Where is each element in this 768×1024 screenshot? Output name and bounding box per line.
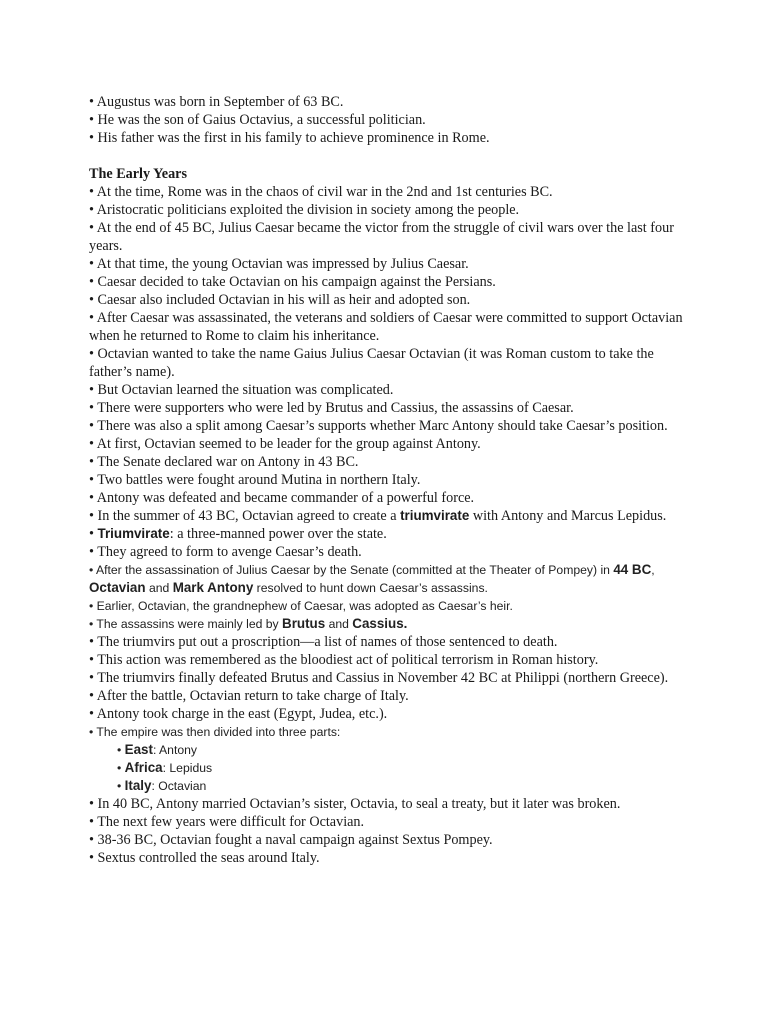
intro-line: • He was the son of Gaius Octavius, a successful politician.: [89, 112, 426, 128]
text-span: •: [89, 526, 98, 542]
text-span: and: [145, 581, 173, 595]
bold-term: Africa: [124, 760, 163, 775]
bullet-line: • But Octavian learned the situation was complicated.: [89, 382, 394, 398]
bullet-line: • After the battle, Octavian return to take charge of Italy.: [89, 688, 409, 704]
text-span: •: [117, 761, 125, 775]
triumvirate-line: [89, 507, 699, 525]
text-span: • In the summer of 43 BC, Octavian agreed to create a: [89, 508, 401, 524]
bold-term: Italy: [124, 778, 152, 793]
bold-term: Octavian: [89, 580, 146, 595]
bullet-line: • Caesar decided to take Octavian on his campaign against the Persians.: [89, 274, 496, 290]
bold-term: East: [124, 742, 153, 757]
region-item: [89, 759, 699, 777]
triumvirate-definition: [89, 525, 699, 543]
bold-term: Brutus: [282, 616, 326, 631]
bold-term: 44 BC: [613, 562, 652, 577]
region-item: [89, 777, 699, 795]
bullet-line: • Aristocratic politicians exploited the division in society among the people.: [89, 202, 520, 218]
sans-bullet-line: • The empire was then divided into three parts:: [89, 725, 341, 739]
bullet-line: • They agreed to form to avenge Caesar’s death.: [89, 544, 362, 560]
bullet-line: • Caesar also included Octavian in his will as heir and adopted son.: [89, 292, 471, 308]
bullet-line: • This action was remembered as the bloodiest act of political terrorism in Roman history.: [89, 652, 599, 668]
sans-bullet-line: [89, 615, 699, 633]
bullet-line: • The next few years were difficult for Octavian.: [89, 814, 365, 830]
bullet-line: • There were supporters who were led by Brutus and Cassius, the assassins of Caesar.: [89, 400, 574, 416]
text-span: •: [117, 743, 125, 757]
bullet-line: • Two battles were fought around Mutina in northern Italy.: [89, 472, 421, 488]
document-body: [89, 93, 699, 867]
bold-term: Cassius.: [352, 616, 408, 631]
text-span: with Antony and Marcus Lepidus.: [469, 508, 667, 524]
sans-bullet-line: • Earlier, Octavian, the grandnephew of Caesar, was adopted as Caesar’s heir.: [89, 599, 513, 613]
bold-term: Mark Antony: [172, 580, 254, 595]
intro-line: • His father was the first in his family to achieve prominence in Rome.: [89, 130, 490, 146]
text-span: : Antony: [152, 743, 197, 757]
bullet-line: • At that time, the young Octavian was impressed by Julius Caesar.: [89, 256, 469, 272]
bold-term: Triumvirate: [97, 526, 170, 541]
text-span: : Lepidus: [162, 761, 213, 775]
region-item: [89, 741, 699, 759]
intro-line: • Augustus was born in September of 63 BC.: [89, 94, 344, 110]
bullet-line: • Antony took charge in the east (Egypt, Judea, etc.).: [89, 706, 388, 722]
bullet-line: • In 40 BC, Antony married Octavian’s sister, Octavia, to seal a treaty, but it later was broken.: [89, 796, 621, 812]
bullet-line: • Octavian wanted to take the name Gaius Julius Caesar Octavian (it was Roman custom to take the father’s name).: [89, 346, 654, 380]
text-span: ,: [651, 563, 655, 577]
bullet-line: • At first, Octavian seemed to be leader for the group against Antony.: [89, 436, 481, 452]
text-span: •: [117, 779, 125, 793]
text-span: • After the assassination of Julius Caesar by the Senate (committed at the Theater of Pompey) in: [89, 563, 614, 577]
text-span: : Octavian: [151, 779, 207, 793]
bold-term: triumvirate: [400, 508, 470, 523]
text-span: : a three-manned power over the state.: [169, 526, 387, 542]
bullet-line: • After Caesar was assassinated, the veterans and soldiers of Caesar were committed to support Octavian when he returned to Rome to claim his inheritance.: [89, 310, 683, 344]
bullet-line: • At the end of 45 BC, Julius Caesar became the victor from the struggle of civil wars over the last four years.: [89, 220, 674, 254]
bullet-line: • At the time, Rome was in the chaos of civil war in the 2nd and 1st centuries BC.: [89, 184, 553, 200]
bullet-line: • Sextus controlled the seas around Italy.: [89, 850, 320, 866]
bullet-line: • 38-36 BC, Octavian fought a naval campaign against Sextus Pompey.: [89, 832, 493, 848]
bullet-line: • The Senate declared war on Antony in 43 BC.: [89, 454, 359, 470]
text-span: • The assassins were mainly led by: [89, 617, 283, 631]
bullet-line: • There was also a split among Caesar’s supports whether Marc Antony should take Caesar’s position.: [89, 418, 668, 434]
bullet-line: • The triumvirs finally defeated Brutus and Cassius in November 42 BC at Philippi (northern Greece).: [89, 670, 669, 686]
bullet-line: • Antony was defeated and became commander of a powerful force.: [89, 490, 475, 506]
bullet-line: • The triumvirs put out a proscription—a list of names of those sentenced to death.: [89, 634, 558, 650]
text-span: resolved to hunt down Caesar’s assassins.: [253, 581, 488, 595]
sans-bullet-line: [89, 561, 699, 597]
text-span: and: [325, 617, 353, 631]
section-heading: The Early Years: [89, 166, 187, 182]
